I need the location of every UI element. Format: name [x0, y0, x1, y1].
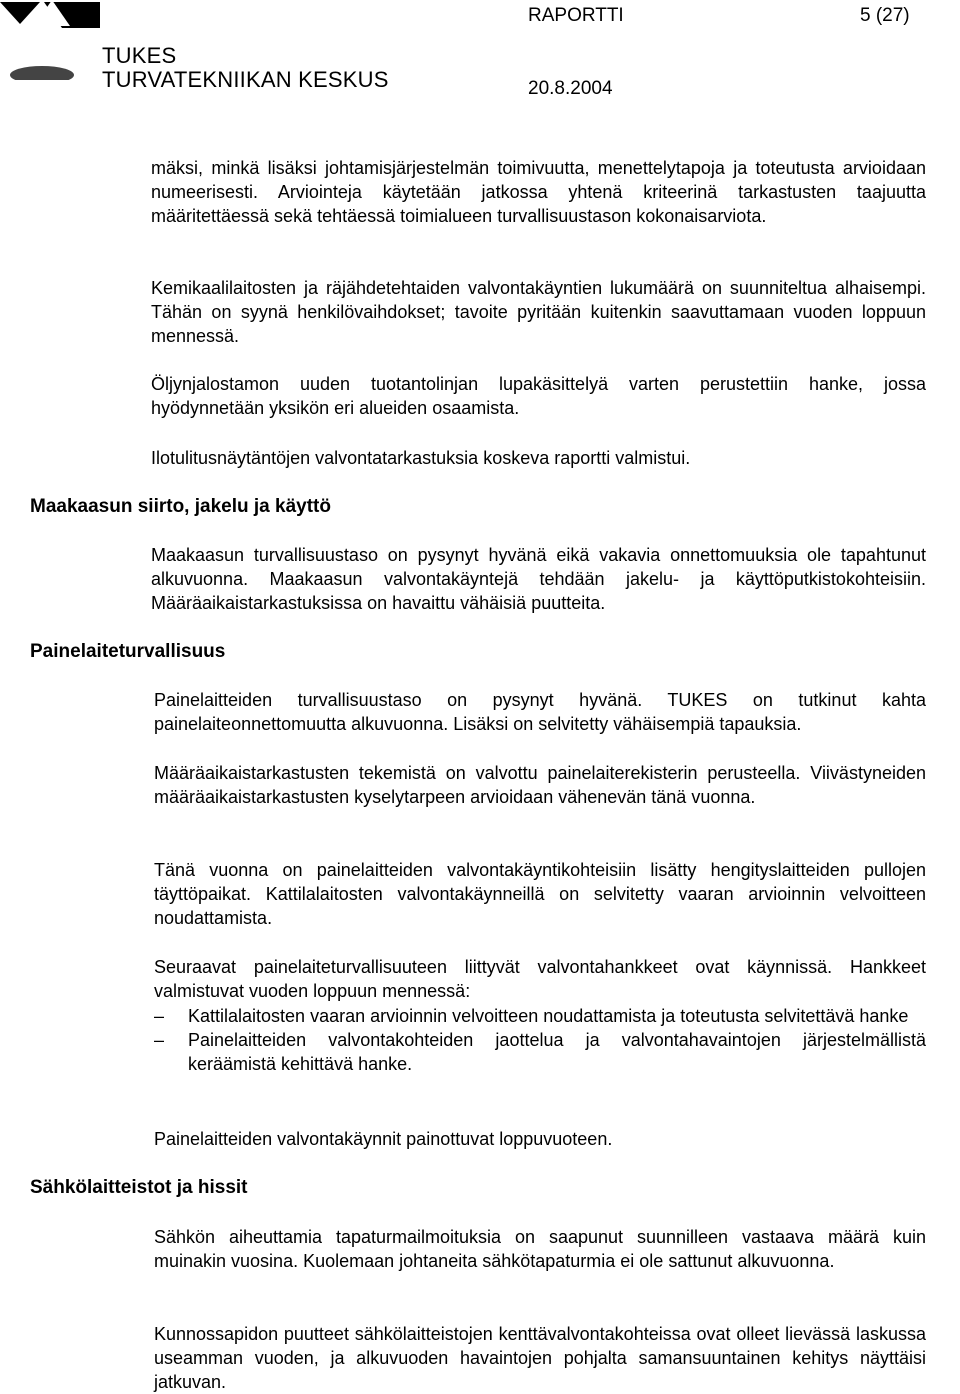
pressure-paragraph-4: Seuraavat painelaiteturvallisuuteen liittyvät valvontahankkeet ovat käynnissä. Hankkeet valmistuvat vuoden loppuun mennessä: — [154, 957, 926, 1001]
gas-section-heading: Maakaasun siirto, jakelu ja käyttö — [30, 496, 331, 517]
report-date: 20.8.2004 — [528, 78, 613, 99]
electric-paragraph-1: Sähkön aiheuttamia tapaturmailmoituksia on saapunut suunnilleen vastaava määrä kuin muinakin vuosina. Kuolemaan johtaneita sähkötapaturmia ei ole sattunut alkuvuonna. — [154, 1227, 926, 1271]
electric-section-heading: Sähkölaitteistot ja hissit — [30, 1177, 248, 1198]
org-short-name: TUKES — [102, 43, 177, 68]
dash-bullet-icon: – — [154, 1030, 165, 1050]
dash-bullet-icon: – — [154, 1006, 165, 1026]
pressure-section-heading: Painelaiteturvallisuus — [30, 641, 226, 662]
intro-paragraph-3: Öljynjalostamon uuden tuotantolinjan lupakäsittelyä varten perustettiin hanke, jossa hyödynnetään yksikön eri alueiden osaamista. — [151, 374, 926, 418]
gas-paragraph-1: Maakaasun turvallisuustaso on pysynyt hyvänä eikä vakavia onnettomuuksia ole tapahtunut alkuvuonna. Maakaasun valvontakäyntejä tehdään jakelu- ja käyttöputkistokohteisiin. Määräaikaistarkastuksissa on havaittu vähäisiä puutteita. — [151, 545, 926, 613]
report-label: RAPORTTI — [528, 5, 624, 26]
logo-mark — [0, 0, 100, 80]
pressure-project-list — [154, 1004, 926, 1076]
tukes-logo-icon — [0, 0, 100, 80]
org-full-name: TURVATEKNIIKAN KESKUS — [102, 67, 389, 92]
pressure-paragraph-2: Määräaikaistarkastusten tekemistä on valvottu painelaiterekisterin perusteella. Viivästyneiden määräaikaistarkastusten kyselytarpeen arvioidaan vähenevän tänä vuonna. — [154, 763, 926, 807]
pressure-paragraph-5: Painelaitteiden valvontakäynnit painottuvat loppuvuoteen. — [154, 1129, 613, 1149]
electric-paragraph-2: Kunnossapidon puutteet sähkölaitteistojen kenttävalvontakohteissa ovat olleet lievässä laskussa useamman vuoden, ja alkuvuoden havaintojen pohjalta samansuuntainen kehitys näyttäisi jatkuvan. — [154, 1324, 926, 1392]
list-item: – Kattilalaitosten vaaran arvioinnin velvoitteen noudattamista ja toteutusta selvitettävä hanke — [154, 1006, 909, 1026]
intro-paragraph-1: mäksi, minkä lisäksi johtamisjärjestelmän toimivuutta, menettelytapoja ja toteutusta arvioidaan numeerisesti. Arviointeja käytetään jatkossa yhtenä kriteerinä tarkastusten taajuutta määritettäessä sekä tehtäessä toimialueen turvallisuustason kokonaisarviota. — [151, 158, 926, 226]
pressure-paragraph-1: Painelaitteiden turvallisuustaso on pysynyt hyvänä. TUKES on tutkinut kahta painelaiteonnettomuutta alkuvuonna. Lisäksi on selvitetty vähäisempiä tapauksia. — [154, 690, 926, 734]
page-number: 5 (27) — [860, 5, 910, 26]
pressure-paragraph-3: Tänä vuonna on painelaitteiden valvontakäyntikohteisiin lisätty hengityslaitteiden pullojen täyttöpaikat. Kattilalaitosten valvontakäynneillä on selvitetty vaaran arvioinnin velvoitteen noudattamista. — [154, 860, 926, 928]
intro-paragraph-2: Kemikaalilaitosten ja räjähdetehtaiden valvontakäyntien lukumäärä on suunniteltua alhaisempi. Tähän on syynä henkilövaihdokset; tavoite pyritään kuitenkin saavuttamaan vuoden loppuun mennessä. — [151, 278, 926, 346]
list-item: – Painelaitteiden valvontakohteiden jaottelua ja valvontahavaintojen järjestelmällistä keräämistä kehittävä hanke. — [154, 1030, 926, 1074]
intro-paragraph-4: Ilotulitusnäytäntöjen valvontatarkastuksia koskeva raportti valmistui. — [151, 448, 691, 468]
